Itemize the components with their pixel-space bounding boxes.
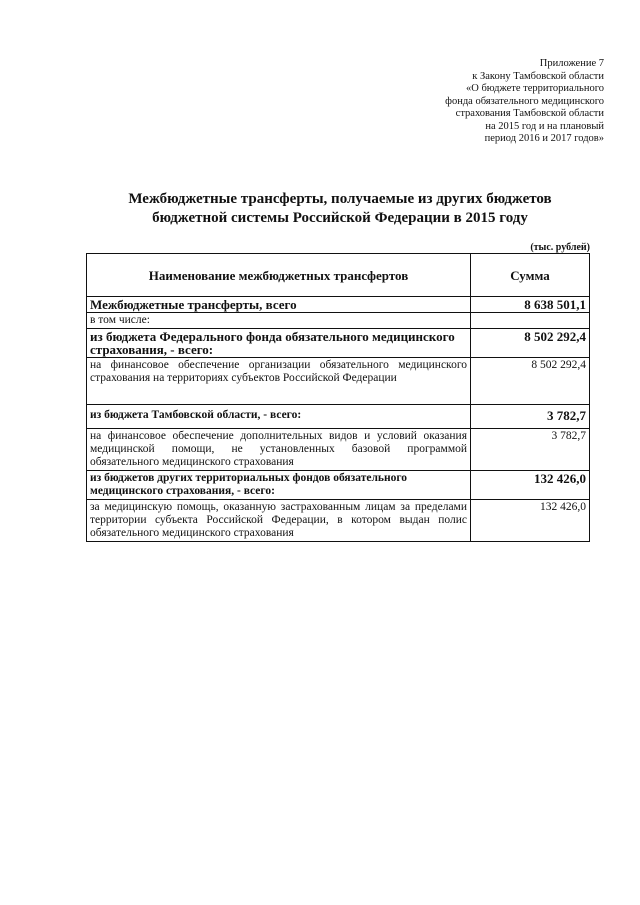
- table-row: [87, 405, 590, 429]
- row-name: на финансовое обеспечение дополнительных видов и условий оказания медицинской помощи, не установленных базовой программой обязательного медицинского страхования: [87, 429, 471, 471]
- header-amount: Сумма: [471, 254, 590, 297]
- row-name: из бюджета Федерального фонда обязательного медицинского страхования, - всего:: [87, 329, 471, 358]
- appendix-note: [404, 58, 604, 146]
- title-line-1: Межбюджетные трансферты, получаемые из других бюджетов: [128, 191, 552, 207]
- row-amount: 8 638 501,1: [471, 297, 590, 313]
- transfers-table: [86, 253, 590, 542]
- row-name: на финансовое обеспечение организации обязательного медицинского страхования на территориях субъектов Российской Федерации: [87, 358, 471, 405]
- table-header-row: [87, 254, 590, 297]
- row-amount: 3 782,7: [471, 429, 590, 471]
- appendix-line: Приложение 7: [539, 58, 604, 69]
- appendix-line: к Закону Тамбовской области: [472, 70, 604, 82]
- row-name: из бюджетов других территориальных фондов обязательного медицинского страхования, - всего:: [87, 471, 471, 500]
- table-row: [87, 329, 590, 358]
- row-amount: 8 502 292,4: [471, 358, 590, 405]
- row-amount: 132 426,0: [471, 500, 590, 542]
- row-name: в том числе:: [87, 313, 471, 329]
- row-amount: 8 502 292,4: [471, 329, 590, 358]
- row-amount: 3 782,7: [471, 405, 590, 429]
- appendix-line: «О бюджете территориального: [466, 83, 604, 94]
- header-name: Наименование межбюджетных трансфертов: [87, 254, 471, 297]
- table-row: [87, 471, 590, 500]
- appendix-line: период 2016 и 2017 годов»: [484, 133, 604, 144]
- document-title: [90, 190, 590, 228]
- row-name: Межбюджетные трансферты, всего: [87, 297, 471, 313]
- units-label: (тыс. рублей): [530, 242, 590, 253]
- table-row: [87, 429, 590, 471]
- appendix-line: страхования Тамбовской области: [455, 108, 604, 119]
- row-name: из бюджета Тамбовской области, - всего:: [87, 405, 471, 429]
- table-row: [87, 313, 590, 329]
- row-amount: [471, 313, 590, 329]
- title-line-2: бюджетной системы Российской Федерации в 2015 году: [152, 210, 528, 226]
- appendix-line: фонда обязательного медицинского: [445, 95, 604, 107]
- row-name: за медицинскую помощь, оказанную застрахованным лицам за пределами территории субъекта Российской Федерации, в котором выдан полис обязательного медицинского страхования: [87, 500, 471, 542]
- row-amount: 132 426,0: [471, 471, 590, 500]
- appendix-line: на 2015 год и на плановый: [485, 120, 604, 132]
- table-row: [87, 500, 590, 542]
- table-row: [87, 358, 590, 405]
- table-row: [87, 297, 590, 313]
